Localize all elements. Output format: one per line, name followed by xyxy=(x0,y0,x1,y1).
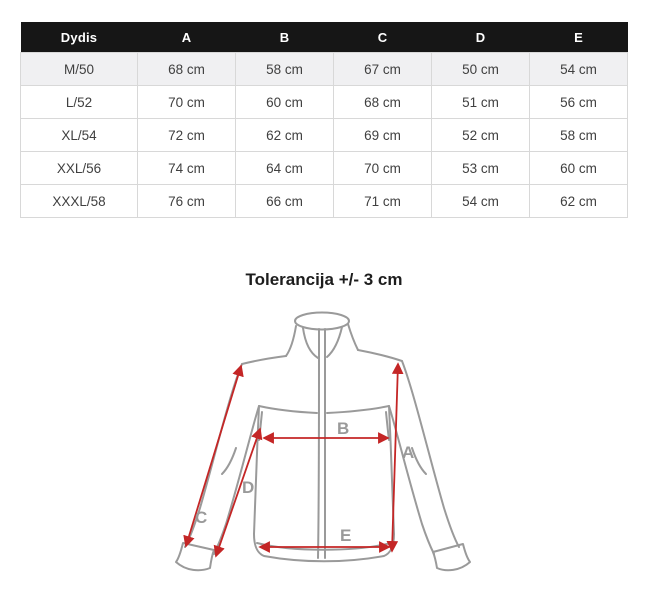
size-cell: L/52 xyxy=(21,86,138,119)
measure-d-cell: 53 cm xyxy=(432,152,530,185)
measure-b-cell: 60 cm xyxy=(236,86,334,119)
measure-a-cell: 74 cm xyxy=(138,152,236,185)
tolerance-note: Tolerancija +/- 3 cm xyxy=(245,270,403,289)
measure-c-cell: 69 cm xyxy=(334,119,432,152)
measure-d-cell: 51 cm xyxy=(432,86,530,119)
measure-a-cell: 68 cm xyxy=(138,53,236,86)
measure-b-cell: 64 cm xyxy=(236,152,334,185)
measure-e-cell: 60 cm xyxy=(530,152,628,185)
label-d: D xyxy=(242,478,255,497)
measure-e-cell: 58 cm xyxy=(530,119,628,152)
measure-c-cell: 70 cm xyxy=(334,152,432,185)
table-row xyxy=(21,119,628,152)
size-cell: XL/54 xyxy=(21,119,138,152)
measure-c-cell: 67 cm xyxy=(334,53,432,86)
table-row xyxy=(21,152,628,185)
measure-c-cell: 71 cm xyxy=(334,185,432,218)
label-e: E xyxy=(340,526,352,545)
label-b: B xyxy=(337,419,350,438)
measure-e-cell: 56 cm xyxy=(530,86,628,119)
header-measure-e: E xyxy=(530,22,628,53)
size-cell: M/50 xyxy=(21,53,138,86)
measure-a-cell: 70 cm xyxy=(138,86,236,119)
measure-b-cell: 66 cm xyxy=(236,185,334,218)
header-measure-d: D xyxy=(432,22,530,53)
measure-d-cell: 54 cm xyxy=(432,185,530,218)
measure-b-cell: 62 cm xyxy=(236,119,334,152)
header-measure-b: B xyxy=(236,22,334,53)
measure-c-cell: 68 cm xyxy=(334,86,432,119)
size-cell: XXL/56 xyxy=(21,152,138,185)
measure-a-cell: 76 cm xyxy=(138,185,236,218)
jacket-outline xyxy=(176,313,470,571)
measure-e-cell: 54 cm xyxy=(530,53,628,86)
jacket-measurement-diagram xyxy=(162,300,486,594)
size-cell: XXXL/58 xyxy=(21,185,138,218)
table-row xyxy=(21,53,628,86)
header-measure-c: C xyxy=(334,22,432,53)
measure-a-cell: 72 cm xyxy=(138,119,236,152)
measure-d-cell: 50 cm xyxy=(432,53,530,86)
measure-b-cell: 58 cm xyxy=(236,53,334,86)
arrow-a xyxy=(392,364,398,551)
table-row xyxy=(21,86,628,119)
table-header-row xyxy=(21,22,628,53)
header-size-column: Dydis xyxy=(21,22,138,53)
header-measure-a: A xyxy=(138,22,236,53)
label-a: A xyxy=(402,443,415,462)
measure-e-cell: 62 cm xyxy=(530,185,628,218)
measurement-arrows xyxy=(186,364,398,556)
label-c: C xyxy=(195,508,208,527)
size-table xyxy=(20,22,628,218)
table-row xyxy=(21,185,628,218)
measure-d-cell: 52 cm xyxy=(432,119,530,152)
